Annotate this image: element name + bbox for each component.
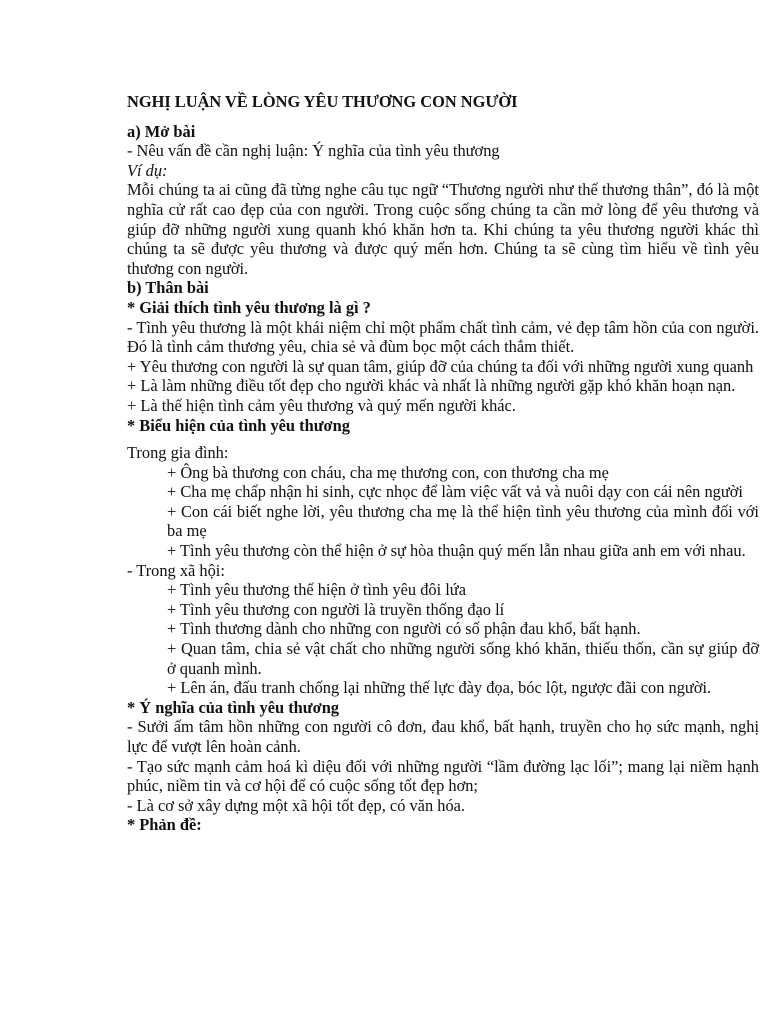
phan-de-heading: * Phản đề: [127, 815, 202, 835]
family-item: + Tình yêu thương còn thể hiện ở sự hòa thuận quý mến lẫn nhau giữa anh em với nhau. [167, 541, 746, 561]
bieu-hien-heading: * Biểu hiện của tình yêu thương [127, 415, 350, 435]
mo-bai-paragraph: Mỗi chúng ta ai cũng đã từng nghe câu tục ngữ “Thương người như thể thương thân”, đó là một nghĩa cử rất cao đẹp của con người. Trong cuộc sống chúng ta cần mở lòng để yêu thương và giúp đỡ những người xung quanh khó khăn hơn ta. Khi chúng ta yêu thương người khác thì chúng ta sẽ được yêu thương và được quý mến hơn. Chúng ta sẽ cùng tìm hiểu về tình yêu thương con người. [127, 180, 759, 278]
society-label: - Trong xã hội: [127, 560, 225, 580]
document-page [127, 92, 759, 835]
than-bai-heading: b) Thân bài [127, 278, 209, 298]
giai-thich-heading: * Giải thích tình yêu thương là gì ? [127, 297, 371, 317]
section-than-bai [127, 278, 759, 835]
society-item: + Quan tâm, chia sẻ vật chất cho những người sống khó khăn, thiếu thốn, cần sự giúp đỡ ở quanh mình. [167, 639, 759, 678]
mo-bai-line: - Nêu vấn đề cần nghị luận: Ý nghĩa của tình yêu thương [127, 141, 500, 161]
giai-thich-line: + Là thể hiện tình cảm yêu thương và quý mến người khác. [127, 395, 516, 415]
document-title: NGHỊ LUẬN VỀ LÒNG YÊU THƯƠNG CON NGƯỜI [127, 92, 518, 111]
section-mo-bai [127, 122, 759, 279]
giai-thich-line: + Là làm những điều tốt đẹp cho người khác và nhất là những người gặp khó khăn hoạn nạn. [127, 376, 736, 396]
y-nghia-line: - Là cơ sở xây dựng một xã hội tốt đẹp, có văn hóa. [127, 795, 466, 815]
example-label: Ví dụ: [127, 160, 168, 180]
y-nghia-line: - Sưởi ấm tâm hồn những con người cô đơn, đau khổ, bất hạnh, truyền cho họ sức mạnh, nghị lực để vượt lên hoàn cảnh. [127, 717, 759, 756]
giai-thich-line: + Yêu thương con người là sự quan tâm, giúp đỡ của chúng ta đối với những người xung quanh [127, 356, 754, 376]
society-item: + Tình thương dành cho những con người có số phận đau khổ, bất hạnh. [167, 619, 641, 639]
y-nghia-heading: * Ý nghĩa của tình yêu thương [127, 697, 340, 717]
family-item: + Cha mẹ chấp nhận hi sinh, cực nhọc để làm việc vất vả và nuôi dạy con cái nên người [167, 482, 743, 502]
giai-thich-line: - Tình yêu thương là một khái niệm chỉ một phẩm chất tình cảm, vẻ đẹp tâm hồn của con người. Đó là tình cảm thương yêu, chia sẻ và đùm bọc một cách thắm thiết. [127, 317, 759, 357]
family-item: + Ông bà thương con cháu, cha mẹ thương con, con thương cha mẹ [167, 462, 609, 482]
y-nghia-line: - Tạo sức mạnh cảm hoá kì diệu đối với những người “lầm đường lạc lối”; mang lại niềm hạnh phúc, niềm tin và cơ hội để có cuộc sống tốt đẹp hơn; [127, 756, 759, 796]
society-item: + Tình yêu thương con người là truyền thống đạo lí [167, 599, 505, 619]
mo-bai-heading: a) Mở bài [127, 121, 196, 141]
society-item: + Lên án, đấu tranh chống lại những thế lực đày đọa, bóc lột, ngược đãi con người. [167, 678, 712, 698]
family-item: + Con cái biết nghe lời, yêu thương cha mẹ là thể hiện tình yêu thương của mình đối với ba mẹ [167, 501, 759, 541]
family-label: Trong gia đình: [127, 443, 229, 463]
society-item: + Tình yêu thương thể hiện ở tình yêu đôi lứa [167, 580, 466, 600]
